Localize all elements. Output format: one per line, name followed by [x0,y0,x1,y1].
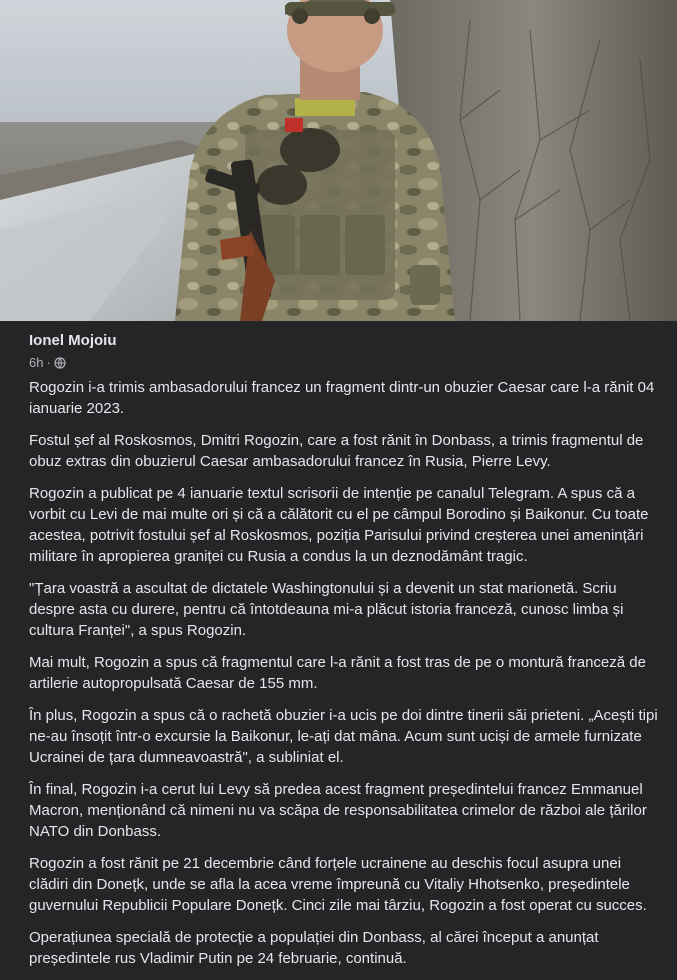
paragraph: Rogozin i-a trimis ambasadorului francez un fragment dintr-un obuzier Caesar care l-a rănit 04 ianuarie 2023. [29,379,655,417]
meta-separator: · [46,355,51,370]
globe-icon[interactable] [54,357,66,369]
paragraph: În plus, Rogozin a spus că o rachetă obuzier i-a ucis pe doi dintre tinerii săi prieteni. „Acești tipi ne-au însoțit într-o excursie la Baikonur, le-ați dat mâna. Acum sunt uciși de armele furnizate Ucrainei de țara dumneavoastră", a subliniat el. [29,707,658,766]
paragraph: Mai mult, Rogozin a spus că fragmentul care l-a rănit a fost tras de pe o montură franceză de artilerie autopropulsată Caesar de 155 mm. [29,654,646,692]
paragraph: Fostul șef al Roskosmos, Dmitri Rogozin, care a fost rănit în Donbass, a trimis fragmentul de obuz extras din obuzierul Caesar ambasadorului francez în Rusia, Pierre Levy. [29,432,644,470]
post-photo[interactable] [0,0,677,321]
soldier-photo [0,0,677,321]
paragraph: Rogozin a publicat pe 4 ianuarie textul scrisorii de intenție pe canalul Telegram. A spus că a vorbit cu Levi de mai multe ori și că a călătorit cu el pe câmpul Borodino și Baikonur. Cu toate acestea, potrivit fostului șef al Roskosmos, poziția Parisului privind creșterea unei amenințări militare în apropierea graniței cu Rusia a condus la un deznodământ tragic. [29,485,649,565]
author-name[interactable]: Ionel Mojoiu [29,332,117,349]
post-timestamp[interactable]: 6h [29,355,44,370]
paragraph: "Țara voastră a ascultat de dictatele Washingtonului și a devenit un stat marionetă. Scriu despre asta cu durere, pentru că întotdeauna mi-a plăcut istoria franceză, cunosc limba și cultura Franței", a spus Rogozin. [29,580,624,639]
post-meta [29,355,117,371]
paragraph: Operațiunea specială de protecție a populației din Donbass, al cărei început a anunțat președintele rus Vladimir Putin pe 24 februarie, continuă. [29,929,599,967]
paragraph: În final, Rogozin i-a cerut lui Levy să predea acest fragment președintelui francez Emmanuel Macron, menționând că nimeni nu va scăpa de responsabilitatea crimelor de război ale țărilor NATO din Donbass. [29,781,647,840]
post-text [29,377,659,980]
paragraph: Rogozin a fost rănit pe 21 decembrie când forțele ucrainene au deschis focul asupra unei clădiri din Donețk, unde se afla la acea vreme împreună cu Vitaliy Hhotsenko, președintele guvernului Republicii Populare Donețk. Cinci zile mai târziu, Rogozin a fost operat cu succes. [29,855,647,914]
post-header [29,331,117,371]
